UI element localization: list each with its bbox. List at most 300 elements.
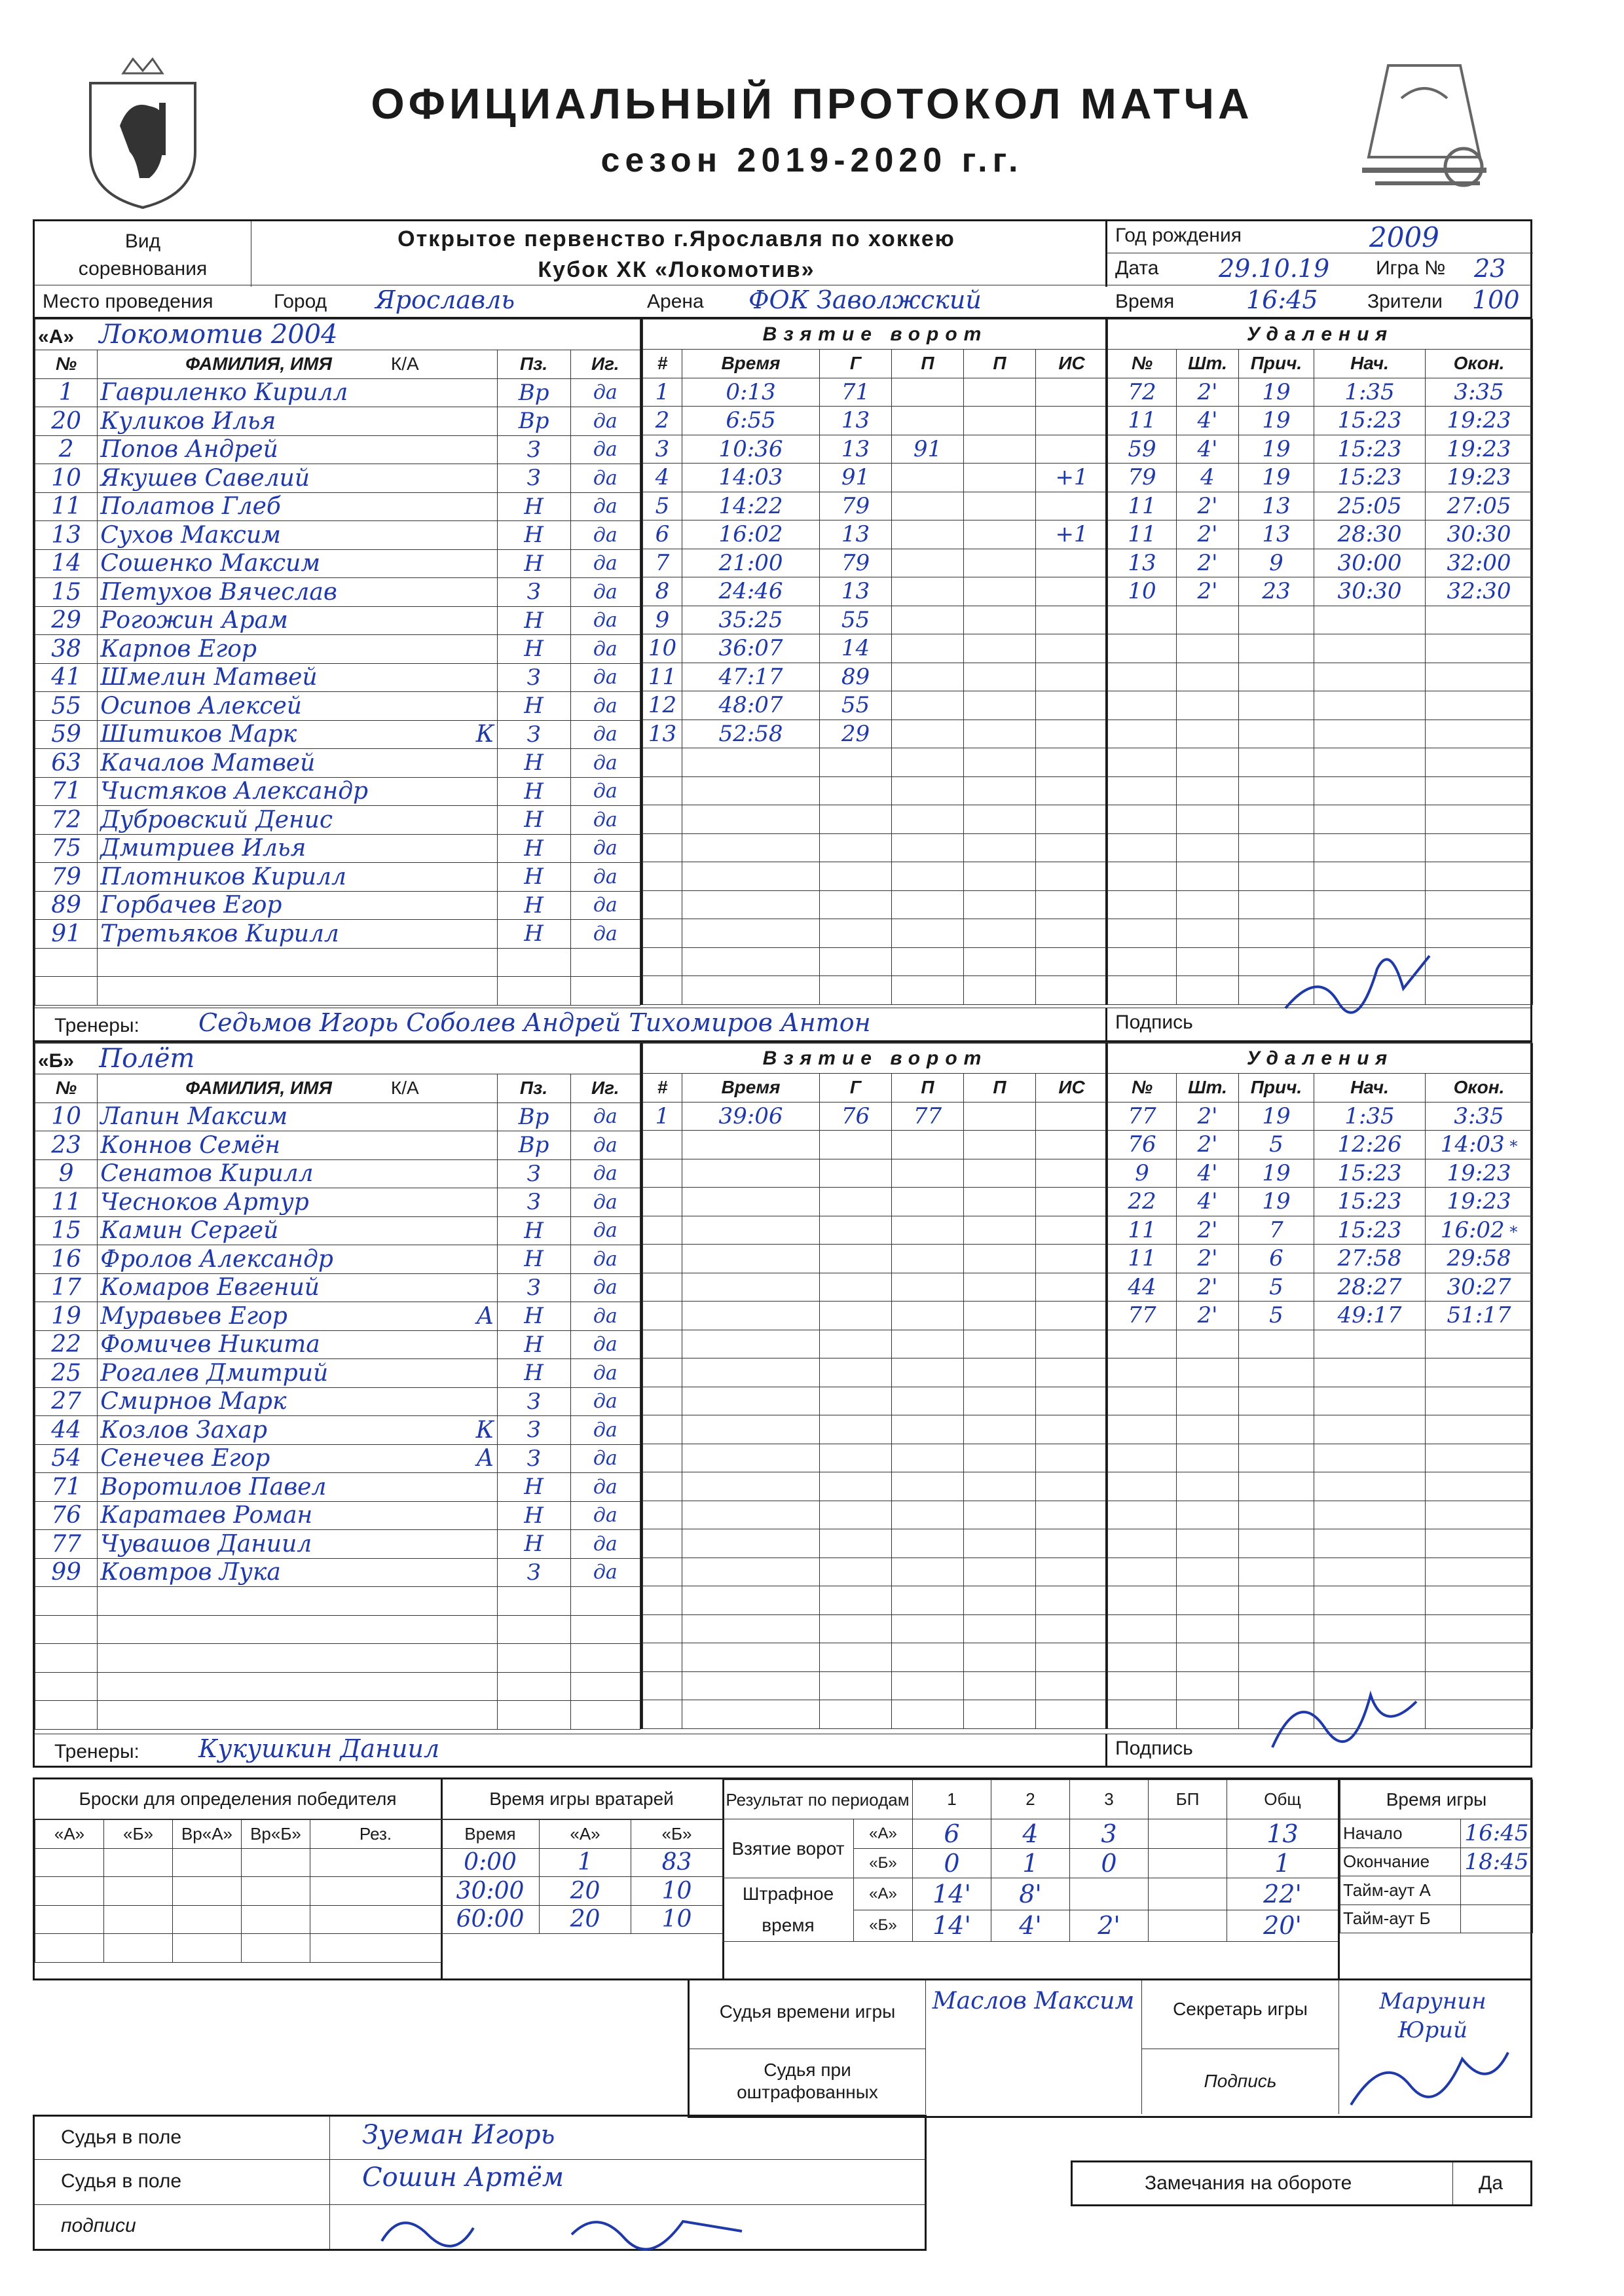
goal-p2 [964,1188,1036,1216]
goal-g [820,805,892,834]
player-name [98,1587,497,1616]
page-title: ОФИЦИАЛЬНЫЙ ПРОТОКОЛ МАТЧА [371,79,1253,128]
goal-is [1036,805,1108,834]
goal-p1 [892,1671,964,1700]
penalty-no [1108,1358,1177,1387]
player-row [35,492,640,521]
player-name [98,1615,497,1644]
penalty-row [1108,464,1533,492]
player-position: Вр [497,378,570,407]
penalty-min [1177,748,1239,777]
player-name: Коннов Семён [98,1131,497,1160]
penalty-no [1108,833,1177,862]
goal-row [643,1444,1108,1472]
player-number [35,1701,98,1730]
player-row [35,407,640,436]
player-number: 17 [35,1273,98,1302]
player-number: 1 [35,378,98,407]
pim-b-p1: 14' [913,1910,991,1942]
goal-is [1036,1216,1108,1245]
goal-g [820,1131,892,1159]
goal-time [682,1131,820,1159]
goal-n: 12 [643,691,682,720]
goal-p1 [892,1245,964,1273]
goal-time [682,1671,820,1700]
results-col-p1: 1 [913,1780,991,1819]
goal-g: 14 [820,634,892,663]
pim-a-p3 [1070,1878,1149,1910]
team-b-sign-label: Подпись [1115,1738,1193,1759]
player-position: З [497,578,570,607]
penalty-start [1314,691,1426,720]
pen-col-reason: Прич. [1239,350,1314,378]
penalty-min: 4 [1177,464,1239,492]
pim-b-p2: 4' [991,1910,1070,1942]
penalty-no [1108,1415,1177,1444]
b-goals-col-no: # [643,1074,682,1102]
penalty-min [1177,1444,1239,1472]
goal-time: 24:46 [682,577,820,606]
goal-n: 3 [643,435,682,464]
penalty-end [1426,862,1533,891]
player-number: 10 [35,1102,98,1131]
goal-p2 [964,1330,1036,1358]
goal-p1 [892,1643,964,1672]
officials-block [688,1980,1532,2118]
player-number: 44 [35,1416,98,1445]
comp-type-label: Вид соревнования [78,230,208,280]
goal-row [643,1586,1108,1615]
results-pim-b-tag: «Б» [854,1910,913,1942]
team-b-roster [35,1043,640,1730]
coat-of-arms-emblem [77,54,208,211]
player-position: З [497,720,570,749]
player-name: Воротилов Павел [98,1473,497,1502]
goal-p2 [964,1472,1036,1501]
penalty-end [1426,890,1533,919]
player-number: 91 [35,920,98,949]
penalty-no: 22 [1108,1188,1177,1216]
goal-p1 [892,1302,964,1330]
penalty-end [1426,634,1533,663]
officials-sign-label: Подпись [1204,2071,1277,2091]
player-played: да [570,1131,640,1160]
goal-p1 [892,919,964,948]
penalty-start: 15:23 [1314,464,1426,492]
goal-p1 [892,520,964,549]
player-played: да [570,663,640,692]
timekeeper-value: Маслов Максим [932,1988,1135,2014]
goal-p2 [964,378,1036,407]
player-played: да [570,920,640,949]
penalty-min [1177,720,1239,748]
goal-row [643,1131,1108,1159]
goal-p2 [964,663,1036,691]
player-number: 14 [35,549,98,578]
player-row [35,378,640,407]
player-name: Чувашов Даниил [98,1530,497,1559]
goal-g: 55 [820,691,892,720]
penalty-no: 72 [1108,378,1177,407]
player-position: Н [497,1359,570,1388]
goal-p2 [964,407,1036,435]
player-row [35,863,640,892]
penalty-min [1177,1529,1239,1558]
goal-g [820,1643,892,1672]
team-b-goals [640,1043,1107,1729]
goal-n [643,805,682,834]
arena-value: ФОК Заволжский [748,285,982,314]
penalty-min: 2' [1177,378,1239,407]
player-played: да [570,720,640,749]
referees-block [33,2115,927,2251]
pim-b-p3: 2' [1070,1910,1149,1942]
penalty-end [1426,1358,1533,1387]
time-value: 16:45 [1246,285,1318,314]
goal-time: 36:07 [682,634,820,663]
penalty-reason: 6 [1239,1245,1314,1273]
penalty-end [1426,1415,1533,1444]
penalty-row [1108,606,1533,634]
goal-g [820,1586,892,1615]
goal-p1 [892,1700,964,1729]
penalty-row [1108,1501,1533,1529]
goal-is [1036,1529,1108,1558]
player-number: 72 [35,806,98,835]
goalie-cell: 20 [540,1905,631,1934]
goal-time [682,1558,820,1586]
goal-g [820,1472,892,1501]
b-col-name: ФАМИЛИЯ, ИМЯ К/А [98,1074,497,1103]
remarks-block [1071,2160,1532,2206]
penalty-no [1108,976,1177,1005]
player-row [35,1387,640,1416]
penalty-end [1426,691,1533,720]
goal-n [643,1614,682,1643]
arena-label: Арена [647,291,704,312]
penalty-row [1108,1131,1533,1159]
game-end-value: 18:45 [1461,1848,1533,1876]
penalty-end: 32:00 [1426,549,1533,577]
goals-col-no: # [643,350,682,378]
goal-time [682,1358,820,1387]
goal-g [820,1700,892,1729]
player-position: Н [497,492,570,521]
goal-time [682,1216,820,1245]
penalty-reason [1239,606,1314,634]
goal-p1 [892,606,964,634]
goal-is [1036,407,1108,435]
player-position: Н [497,635,570,664]
penalty-row [1108,549,1533,577]
goalie-cell: 30:00 [441,1877,540,1906]
b-goals-col-time: Время [682,1074,820,1102]
goal-row [643,1671,1108,1700]
penalty-no [1108,1444,1177,1472]
goal-g: 55 [820,606,892,634]
penalty-no: 44 [1108,1273,1177,1302]
penalty-min [1177,606,1239,634]
penalty-min [1177,1700,1239,1729]
team-b-penalties [1105,1043,1532,1729]
player-row [35,1131,640,1160]
player-played: да [570,1558,640,1587]
penalty-min [1177,1614,1239,1643]
penalty-start [1314,1558,1426,1586]
goal-p2 [964,1216,1036,1245]
player-row [35,1102,640,1131]
player-played [570,1587,640,1616]
player-row [35,635,640,664]
goalie-row [441,1877,723,1906]
player-position: Вр [497,1131,570,1160]
referee2-label: Судья в поле [61,2170,182,2192]
b-goals-col-assist2: П [964,1074,1036,1102]
penalty-start: 30:30 [1314,577,1426,606]
penalty-min [1177,947,1239,976]
goal-g [820,1302,892,1330]
penalty-reason [1239,776,1314,805]
goal-row [643,549,1108,577]
goal-p2 [964,1358,1036,1387]
player-number: 2 [35,435,98,464]
player-number: 16 [35,1245,98,1274]
player-name [98,948,497,977]
player-name: Камин Сергей [98,1216,497,1245]
player-position: З [497,1188,570,1217]
goal-p2 [964,1444,1036,1472]
goal-n [643,1529,682,1558]
penalty-reason [1239,634,1314,663]
spectators-label: Зрители [1367,291,1443,312]
goal-p1 [892,976,964,1005]
penalty-end [1426,748,1533,777]
goal-row [643,1216,1108,1245]
player-played: да [570,1387,640,1416]
player-played: да [570,635,640,664]
player-played: да [570,606,640,635]
penalty-start: 15:23 [1314,1188,1426,1216]
goal-is [1036,1387,1108,1415]
city-label: Город [274,291,327,312]
penalty-start [1314,1614,1426,1643]
player-name: Плотников Кирилл [98,863,497,892]
player-name: Каратаев Роман [98,1501,497,1530]
team-a-name: Локомотив 2004 [99,319,338,350]
goal-time [682,1501,820,1529]
penalty-row [1108,407,1533,435]
goal-p2 [964,520,1036,549]
penalty-start [1314,1444,1426,1472]
penalty-no [1108,890,1177,919]
penalty-min [1177,976,1239,1005]
goal-time [682,890,820,919]
player-row [35,1302,640,1331]
penalty-no [1108,663,1177,691]
goal-n: 10 [643,634,682,663]
penalty-row [1108,1415,1533,1444]
goals-a-total: 13 [1227,1819,1338,1849]
penalty-min [1177,1358,1239,1387]
team-b-section [33,1042,1532,1768]
penalty-min: 2' [1177,1131,1239,1159]
player-row [35,1359,640,1388]
penalty-row [1108,1302,1533,1330]
player-name: Качалов Матвей [98,749,497,778]
penalty-min [1177,833,1239,862]
goal-p2 [964,1671,1036,1700]
team-a-penalties [1105,319,1532,1005]
goal-g [820,976,892,1005]
player-row [35,749,640,778]
player-name: Третьяков Кирилл [98,920,497,949]
player-name: Петухов Вячеслав [98,578,497,607]
goal-is [1036,1245,1108,1273]
goalie-row [441,1848,723,1877]
player-number: 15 [35,578,98,607]
player-row [35,1473,640,1502]
goals-col-strength: ИС [1036,350,1108,378]
penalty-start: 1:35 [1314,378,1426,407]
goal-time [682,862,820,891]
goal-p2 [964,1273,1036,1302]
penalty-no: 79 [1108,464,1177,492]
goal-p2 [964,919,1036,948]
player-number: 19 [35,1302,98,1331]
penalty-min [1177,1330,1239,1358]
date-label: Дата [1115,257,1159,279]
goal-p1 [892,776,964,805]
goal-row [643,378,1108,407]
penalty-reason: 7 [1239,1216,1314,1245]
goal-time: 10:36 [682,435,820,464]
goal-p1 [892,1131,964,1159]
goal-row [643,1643,1108,1672]
shootout-col-result: Рез. [310,1820,441,1849]
remarks-label: Замечания на обороте [1145,2172,1352,2194]
goal-g [820,776,892,805]
player-position: Н [497,1501,570,1530]
goalie-cell: 0:00 [441,1848,540,1877]
results-goals-label: Взятие ворот [723,1819,854,1878]
goal-p1 [892,1501,964,1529]
goal-time [682,1529,820,1558]
penalty-no: 77 [1108,1302,1177,1330]
goal-is [1036,919,1108,948]
goal-row [643,1415,1108,1444]
penalty-min [1177,919,1239,948]
player-played [570,1701,640,1730]
penalty-no [1108,1586,1177,1615]
player-position: Н [497,606,570,635]
penalty-min: 2' [1177,520,1239,549]
penalty-min [1177,1586,1239,1615]
penalty-start [1314,634,1426,663]
goal-n [643,890,682,919]
goal-is [1036,776,1108,805]
penalty-end: 30:30 [1426,520,1533,549]
penalty-reason [1239,1358,1314,1387]
goal-row [643,1501,1108,1529]
goal-g [820,1330,892,1358]
season-subtitle: сезон 2019-2020 г.г. [600,141,1024,179]
goal-is [1036,1415,1108,1444]
goalie-col-b: «Б» [631,1820,723,1849]
goal-is [1036,663,1108,691]
goal-is [1036,634,1108,663]
player-row [35,1558,640,1587]
goal-n [643,1188,682,1216]
penalty-min: 2' [1177,1102,1239,1131]
goal-p2 [964,1102,1036,1131]
goal-p2 [964,1159,1036,1188]
team-a-section [33,319,1532,1042]
player-row [35,692,640,721]
goal-g [820,1529,892,1558]
player-name: Ковтров Лука [98,1558,497,1587]
penalty-row [1108,577,1533,606]
player-number: 23 [35,1131,98,1160]
goal-p1 [892,378,964,407]
player-name: Сенечев Егор А [98,1444,497,1473]
goal-p2 [964,748,1036,777]
player-row [35,606,640,635]
penalty-reason [1239,1501,1314,1529]
goal-n: 2 [643,407,682,435]
player-played [570,1644,640,1673]
player-number [35,1615,98,1644]
goal-p1 [892,805,964,834]
goal-is [1036,1444,1108,1472]
penalty-row [1108,520,1533,549]
player-position: Н [497,1330,570,1359]
goal-is [1036,1472,1108,1501]
referee1-value: Зуеман Игорь [362,2120,555,2150]
goal-row [643,520,1108,549]
goal-p2 [964,1415,1036,1444]
player-row [35,806,640,835]
goal-is [1036,976,1108,1005]
player-name: Комаров Евгений [98,1273,497,1302]
penalty-reason [1239,1529,1314,1558]
goal-p1 [892,1586,964,1615]
penalty-no [1108,947,1177,976]
penalty-end: 19:23 [1426,1159,1533,1188]
b-pen-col-reason: Прич. [1239,1074,1314,1102]
player-position: Н [497,749,570,778]
penalty-reason [1239,1415,1314,1444]
penalty-min: 2' [1177,549,1239,577]
team-a-goals [640,319,1107,1005]
penalty-row [1108,776,1533,805]
goal-row [643,492,1108,520]
goal-g [820,1216,892,1245]
penalty-start: 15:23 [1314,407,1426,435]
player-name: Лапин Максим [98,1102,497,1131]
b-pen-col-start: Нач. [1314,1074,1426,1102]
secretary-value: Марунин Юрий [1379,1988,1486,2043]
goal-n [643,748,682,777]
penalty-reason: 13 [1239,492,1314,520]
goals-col-assist2: П [964,350,1036,378]
shootout-col-gkb: Вр«Б» [242,1820,310,1849]
player-position: Н [497,806,570,835]
shootout-col-b: «Б» [104,1820,173,1849]
penalty-no [1108,1700,1177,1729]
penalty-row [1108,1614,1533,1643]
goal-row [643,691,1108,720]
goalie-cell: 60:00 [441,1905,540,1934]
